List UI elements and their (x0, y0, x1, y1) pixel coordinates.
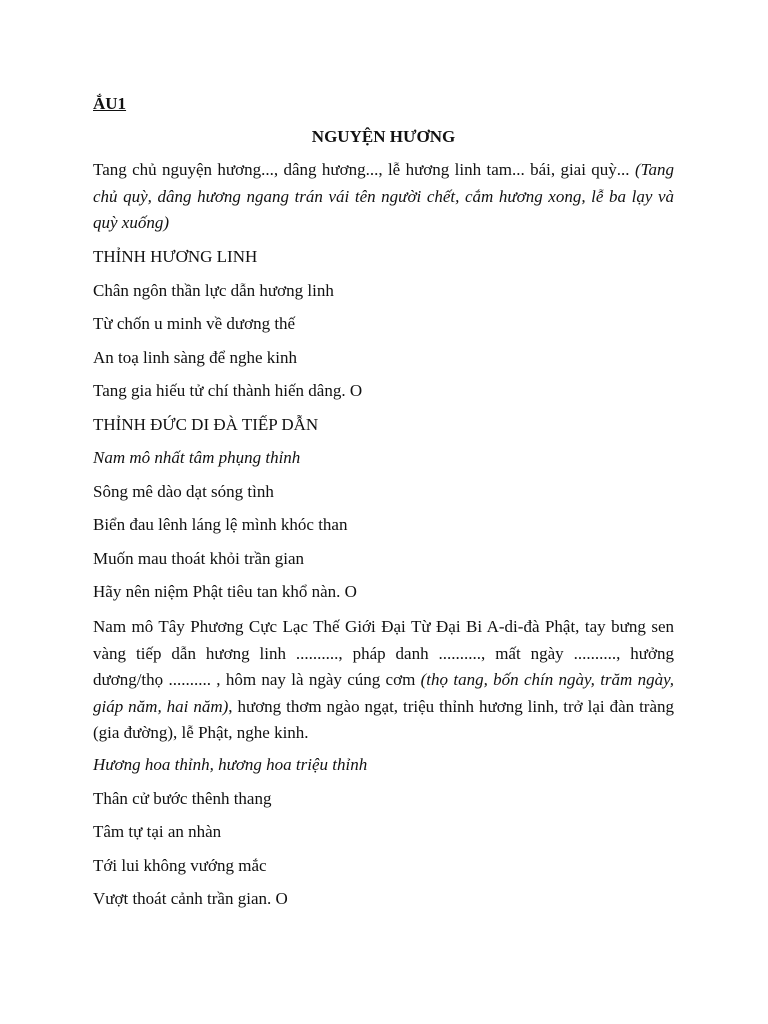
verse-line: Tới lui không vướng mắc (93, 856, 267, 875)
document-heading: ẮU1 (93, 94, 127, 113)
section-title-thinh-huong-linh: THỈNH HƯƠNG LINH (93, 247, 258, 266)
verse-line: Biển đau lênh láng lệ mình khóc than (93, 515, 348, 534)
verse-line: Chân ngôn thần lực dẫn hương linh (93, 281, 334, 300)
verse-line: Tâm tự tại an nhàn (93, 822, 222, 841)
paragraph-prayer-text: Nam mô Tây Phương Cực Lạc Thế Giới Đại Từ Đại Bi A-di-đà Phật, tay bưng sen vàng tiếp dẫn hương linh .........., pháp danh .........., mất ngày .........., hưởng dương/thọ .......... , hôm nay là ngày cúng cơm (93, 617, 674, 689)
paragraph-intro-italic: (Tang chủ quỳ, dâng hương ngang trán vái tên người chết, cắm hương xong, lễ ba lạy và quỳ xuống) (93, 160, 674, 232)
verse-line: Thân cử bước thênh thang (93, 789, 272, 808)
verse-line: Tang gia hiếu tử chí thành hiến dâng. O (93, 381, 363, 400)
paragraph-prayer-italic: (thọ tang, bốn chín ngày, trăm ngày, giáp năm, hai năm) (93, 670, 674, 716)
section-title-thinh-duc-di-da: THỈNH ĐỨC DI ĐÀ TIẾP DẪN (93, 415, 319, 434)
document-title: NGUYỆN HƯƠNG (311, 127, 456, 146)
paragraph-prayer (93, 614, 674, 747)
verse-line: Muốn mau thoát khỏi trần gian (93, 549, 305, 568)
verse-line: Hãy nên niệm Phật tiêu tan khổ nàn. O (93, 582, 357, 601)
paragraph-intro (93, 157, 674, 237)
invocation-line: Nam mô nhất tâm phụng thỉnh (93, 448, 301, 467)
invocation-line: Hương hoa thỉnh, hương hoa triệu thỉnh (93, 755, 368, 774)
verse-line: Từ chốn u minh về dương thế (93, 314, 296, 333)
verse-line: Sông mê dào dạt sóng tình (93, 482, 274, 501)
paragraph-prayer-text-end: , hương thơm ngào ngạt, triệu thỉnh hương linh, trở lại đàn tràng (gia đường), lễ Phật, nghe kinh. (93, 696, 674, 742)
verse-line: An toạ linh sàng để nghe kinh (93, 348, 297, 367)
paragraph-intro-text: Tang chủ nguyện hương..., dâng hương..., lễ hương linh tam... bái, giai quỳ... (93, 160, 635, 179)
verse-line: Vượt thoát cảnh trần gian. O (93, 889, 288, 908)
